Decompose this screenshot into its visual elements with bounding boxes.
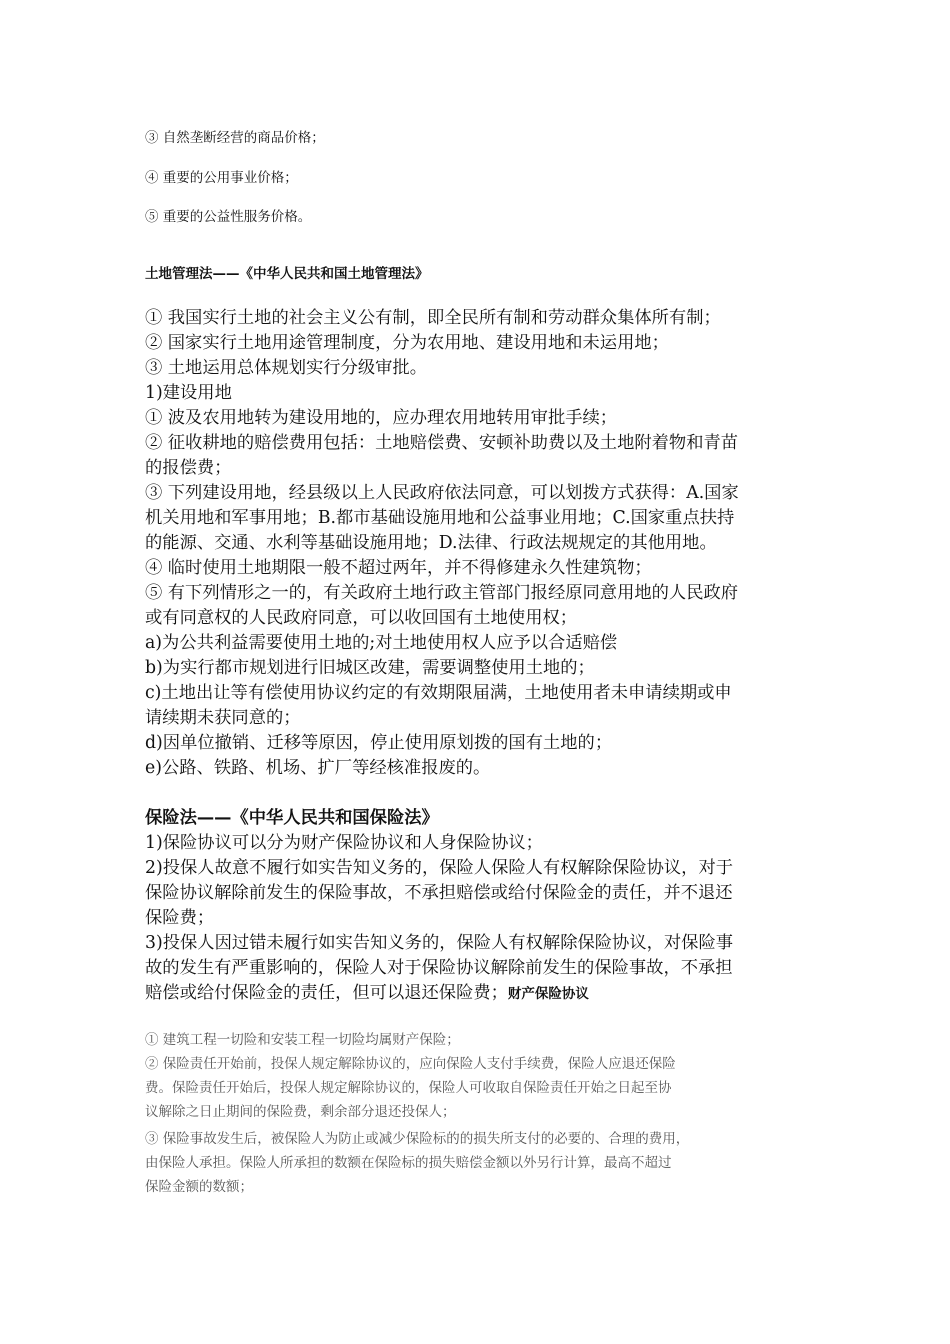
detail-line: ② 保险责任开始前，投保人规定解除协议的，应向保险人支付手续费，保险人应退还保险 — [145, 1056, 676, 1072]
paragraph-line: 3)投保人因过错未履行如实告知义务的，保险人有权解除保险协议，对保险事 — [145, 933, 734, 953]
paragraph-line: 机关用地和军事用地；B.都市基础设施用地和公益事业用地；C.国家重点扶持 — [145, 508, 735, 528]
paragraph-line: ④ 临时使用土地期限一般不超过两年，并不得修建永久性建筑物； — [145, 558, 652, 578]
paragraph-line: 保险费； — [145, 908, 215, 928]
detail-line: 费。保险责任开始后，投保人规定解除协议的，保险人可收取自保险责任开始之日起至协 — [145, 1080, 672, 1096]
paragraph-line-with-subheading — [145, 978, 589, 1003]
price-item-5: ⑤ 重要的公益性服务价格。 — [145, 209, 312, 225]
detail-line: 保险金额的数额； — [145, 1179, 253, 1195]
paragraph-line: c)土地出让等有偿使用协议约定的有效期限届满，土地使用者未申请续期或申 — [145, 683, 732, 703]
paragraph-line: 1)保险协议可以分为财产保险协议和人身保险协议； — [145, 833, 543, 853]
paragraph-line: 故的发生有严重影响的，保险人对于保险协议解除前发生的保险事故，不承担 — [145, 958, 733, 978]
detail-line: 由保险人承担。保险人所承担的数额在保险标的损失赔偿金额以外另行计算，最高不超过 — [145, 1155, 672, 1171]
paragraph-line: ③ 下列建设用地，经县级以上人民政府依法同意，可以划拨方式获得：A.国家 — [145, 483, 739, 503]
paragraph-line: ② 征收耕地的赔偿费用包括：土地赔偿费、安顿补助费以及土地附着物和青苗 — [145, 433, 739, 453]
paragraph-text: 赔偿或给付保险金的责任，但可以退还保险费； — [145, 983, 508, 1003]
paragraph-line: a)为公共利益需要使用土地的;对土地使用权人应予以合适赔偿 — [145, 633, 618, 653]
paragraph-line: 保险协议解除前发生的保险事故，不承担赔偿或给付保险金的责任，并不退还 — [145, 883, 733, 903]
paragraph-line: 的报偿费； — [145, 458, 232, 478]
paragraph-line: ③ 土地运用总体规划实行分级审批。 — [145, 358, 427, 378]
paragraph-line: b)为实行都市规划进行旧城区改建，需要调整使用土地的； — [145, 658, 595, 678]
paragraph-line: d)因单位撤销、迁移等原因，停止使用原划拨的国有土地的； — [145, 733, 613, 753]
price-item-4: ④ 重要的公用事业价格； — [145, 170, 298, 186]
paragraph-line: ② 国家实行土地用途管理制度，分为农用地、建设用地和未运用地； — [145, 333, 669, 353]
paragraph-line: ⑤ 有下列情形之一的，有关政府土地行政主管部门报经原同意用地的人民政府 — [145, 583, 739, 603]
price-item-3: ③ 自然垄断经营的商品价格； — [145, 130, 325, 146]
paragraph-line: 2)投保人故意不履行如实告知义务的，保险人保险人有权解除保险协议，对于 — [145, 858, 734, 878]
paragraph-line: 或有同意权的人民政府同意，可以收回国有土地使用权； — [145, 608, 578, 628]
property-insurance-subheading: 财产保险协议 — [507, 986, 589, 1002]
insurance-law-heading: 保险法——《中华人民共和国保险法》 — [145, 808, 439, 828]
paragraph-line: 的能源、交通、水利等基础设施用地；D.法律、行政法规规定的其他用地。 — [145, 533, 717, 553]
detail-line: ③ 保险事故发生后，被保险人为防止或减少保险标的的损失所支付的必要的、合理的费用， — [145, 1131, 690, 1147]
land-law-heading: 土地管理法——《中华人民共和国土地管理法》 — [145, 266, 429, 282]
paragraph-line: 请续期未获同意的； — [145, 708, 301, 728]
detail-line: 议解除之日止期间的保险费，剩余部分退还投保人； — [145, 1104, 456, 1120]
paragraph-line: e)公路、铁路、机场、扩厂等经核准报废的。 — [145, 758, 491, 778]
paragraph-line: 1)建设用地 — [145, 383, 232, 403]
paragraph-line: ① 我国实行土地的社会主义公有制，即全民所有制和劳动群众集体所有制； — [145, 308, 721, 328]
paragraph-line: ① 波及农用地转为建设用地的，应办理农用地转用审批手续； — [145, 408, 618, 428]
detail-line: ① 建筑工程一切险和安装工程一切险均属财产保险； — [145, 1032, 460, 1048]
